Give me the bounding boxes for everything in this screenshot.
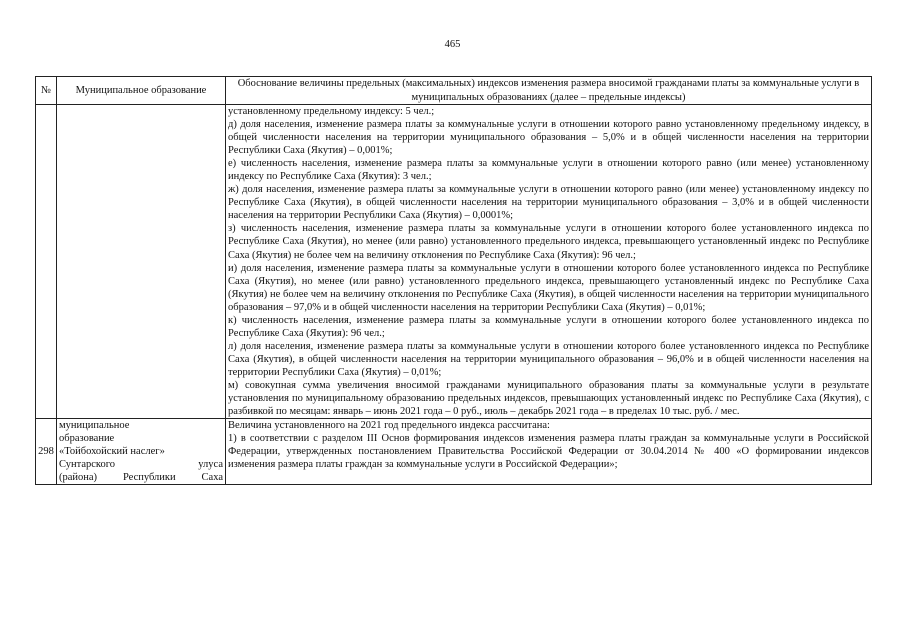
- municipality-name: [57, 419, 226, 485]
- header-rationale: Обоснование величины предельных (максимальных) индексов изменения размера вносимой гражданами платы за коммунальные услуги в муниципальных образованиях (далее – предельные индексы): [226, 77, 872, 105]
- rationale-paragraph: е) численность населения, изменение размера платы за коммунальные услуги в отношении которого равно (или менее) установленному индексу по Республике Саха (Якутия): 3 чел.;: [228, 158, 869, 183]
- rationale-paragraph: л) доля населения, изменение размера платы за коммунальные услуги в отношении которого более установленного индекса по Республике Саха (Якутия), в общей численности населения на территории муниципального образования – 96,0% и в общей численности населения на территории Республики Саха (Якутия) – 0,01%;: [228, 340, 869, 378]
- municipality-line: образование: [59, 433, 115, 445]
- rationale-cell-298: [226, 419, 872, 485]
- table-row-298: [36, 419, 872, 485]
- rationale-paragraph: Величина установленного на 2021 год предельного индекса рассчитана:: [228, 420, 550, 432]
- rationale-paragraph: з) численность населения, изменение размера платы за коммунальные услуги в отношении которого более установленного индекса по Республике Саха (Якутия), но менее (или равно) установленного предельного индекса, превышающего установленный индекс по Республике Саха (Якутия) не более чем на величину отклонения по Республике Саха (Якутия): 96 чел.;: [228, 223, 869, 261]
- municipal-index-table: [35, 76, 872, 485]
- table-header-row: [36, 77, 872, 105]
- header-number: №: [36, 77, 57, 105]
- municipality-line: муниципальное: [59, 420, 130, 432]
- municipality-line: (района) Республики Саха: [59, 472, 223, 484]
- rationale-paragraph: к) численность населения, изменение размера платы за коммунальные услуги в отношении которого более установленного индекса по Республике Саха (Якутия): 96 чел.;: [228, 314, 869, 339]
- municipality-line: Сунтарского улуса: [59, 459, 223, 471]
- header-municipality: Муниципальное образование: [57, 77, 226, 105]
- rationale-paragraph: ж) доля населения, изменение размера платы за коммунальные услуги в отношении которого равно (или менее) установленному индексу по Республике Саха (Якутия), в общей численности населения на территории муниципального образования – 3,0% и в общей численности населения на территории Республики Саха (Якутия) – 0,0001%;: [228, 184, 869, 222]
- continued-municipality-cell: [57, 105, 226, 419]
- continued-rationale-cell: [226, 105, 872, 419]
- rationale-paragraph: и) доля населения, изменение размера платы за коммунальные услуги в отношении которого более установленного индекса по Республике Саха (Якутия), но менее (или равно) установленного предельного индекса, превышающего установленный индекс по Республике Саха (Якутия) не более чем на величину отклонения по Республике Саха (Якутия), в общей численности населения на территории муниципального образования – 97,0% и в общей численности населения на территории Республики Саха (Якутия) – 0,01%;: [228, 262, 869, 313]
- municipality-line: «Тойбохойский наслег»: [59, 446, 165, 458]
- table-row-continued: [36, 105, 872, 419]
- rationale-paragraph: д) доля населения, изменение размера платы за коммунальные услуги в отношении которого равно установленному предельному индексу, в общей численности населения на территории муниципального образования – 5,0% и в общей численности населения на территории Республики Саха (Якутия) – 0,001%;: [228, 119, 869, 157]
- page-number: 465: [444, 39, 461, 50]
- row-number: 298: [36, 419, 57, 485]
- rationale-paragraph: м) совокупная сумма увеличения вносимой гражданами муниципального образования платы за коммунальные услуги в результате установления по муниципальному образованию предельных индексов, превышающих установленный индекс по Республике Саха (Якутия), с разбивкой по месяцам: январь – июнь 2021 года – 0 руб., июль – декабрь 2021 года – в пределах 10 тыс. руб. / мес.: [228, 379, 869, 418]
- continued-number-cell: [36, 105, 57, 419]
- rationale-paragraph: установленному предельному индексу: 5 чел.;: [228, 106, 435, 117]
- rationale-paragraph: 1) в соответствии с разделом III Основ формирования индексов изменения размера платы граждан за коммунальные услуги в Российской Федерации, утвержденных постановлением Правительства Российской Федерации от 30.04.2014 № 400 «О формировании индексов изменения размера платы граждан за коммунальные услуги в Российской Федерации»;: [228, 433, 869, 471]
